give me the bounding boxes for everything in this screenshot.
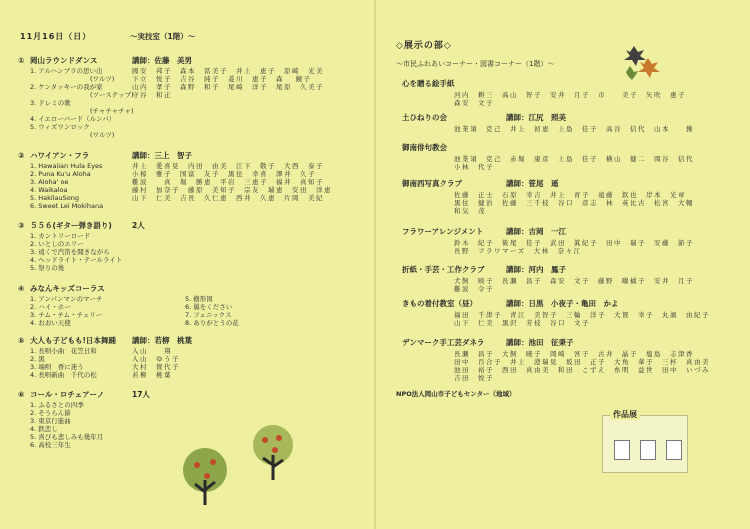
exhibit-member-row: 池業須 克己 井上 初恵 上島 佳子 高谷 信代 山本 操	[454, 125, 694, 133]
artwork-thumb-3	[666, 440, 682, 460]
program-teacher: 2人	[132, 221, 145, 230]
program-item: 2. ハイ・ホー	[30, 303, 71, 311]
program-item: 1. カントリーロード	[30, 232, 91, 240]
exhibit-teacher: 講師：日黒 小夜子・亀田 かよ	[506, 299, 619, 308]
program-title: ハワイアン・フラ	[30, 151, 90, 160]
exhibit-group-title: 折紙・手芸・工作クラブ	[402, 265, 485, 274]
exhibit-member-row: 長瀬 昌子 大飼 暁子 岡崎 宮子 古井 晶子 塩島 志津香	[454, 350, 694, 358]
program-teacher: 講師：若柳 桃葉	[132, 336, 192, 345]
exhibit-member-row: 佐藤 正士 石原 幸吉 井上 育子 遠藤 欽也 岸本 光章	[454, 191, 686, 199]
member-row: 入山 ゆう子	[132, 355, 180, 363]
exhibit-member-row: 和気 茂	[454, 207, 486, 215]
program-item: 5. 樹形図	[185, 295, 213, 303]
program-item: 2. いとしのエリー	[30, 240, 84, 248]
program-item: 4. 鉄恋し	[30, 425, 58, 433]
program-item: 2. 黒	[30, 355, 45, 363]
exhibit-group-title: フラワーアレンジメント	[402, 227, 484, 236]
program-title: 大人も子どもも!日本舞踊	[30, 336, 116, 345]
exhibit-member-row: 山下 仁美 黒沢 芳枝 谷口 文子	[454, 319, 590, 327]
left-page	[0, 0, 374, 529]
exhibit-member-row: 田中 百合子 井上 澄瑞見 坂田 正子 大角 華子 三杯 真由美	[454, 358, 710, 366]
program-item: 2. そうらん節	[30, 409, 71, 417]
exhibit-member-row: 鈴木 紀子 筱尾 佳子 武田 眞紀子 田中 瑞子 安藤 節子	[454, 239, 694, 247]
program-title: みなんキッズコーラス	[30, 284, 105, 293]
exhibit-member-row: 森安 文子	[454, 99, 494, 107]
exhibit-title: ◇展示の部◇	[396, 41, 452, 51]
program-item: 4. ヘッドライト・テールライト	[30, 256, 123, 264]
program-item: 1. ふるさとの四季	[30, 401, 84, 409]
autumn-leaves-icon	[620, 44, 662, 82]
program-item: 1. 長唄小曲 花笠日和	[30, 347, 97, 355]
program-number: ⑥	[18, 390, 25, 399]
program-number: ①	[18, 56, 25, 65]
program-item: 3. チム・チム・チェリー	[30, 311, 103, 319]
program-teacher: 17人	[132, 390, 150, 399]
program-item: 6. Sweet Lei Mokihana	[30, 202, 104, 210]
member-row: 難波 真 堀 勝恵 平岩 三恵子 福井 真知子	[132, 178, 324, 186]
exhibit-member-row: 小林 代子	[454, 163, 494, 171]
exhibit-member-row: 難波 令子	[454, 285, 494, 293]
member-row: 山下 仁美 吉長 久仁恵 西井 久恵 片岡 美紀	[132, 194, 324, 202]
room-label: ～実技室（1階）～	[130, 32, 196, 41]
program-teacher: 講師：三上 智子	[132, 151, 192, 160]
program-item: 5. 祭りの後	[30, 264, 65, 272]
exhibit-teacher: 講師：江尻 照美	[506, 113, 566, 122]
program-item: 5. HakilauSong	[30, 194, 79, 202]
program-teacher: 講師：佐藤 美男	[132, 56, 192, 65]
program-title: 岡山ラウンドダンス	[30, 56, 98, 65]
exhibit-group-title: 心を贈る絵手紙	[402, 79, 455, 88]
exhibit-subtitle: ～市民ふれあいコーナー・図書コーナー（1階）～	[396, 60, 555, 68]
member-row: 山内 孝子 森野 和子 尾崎 洋子 尾原 久美子	[132, 83, 324, 91]
exhibit-group-title: 御南西写真クラブ	[402, 179, 462, 188]
program-number: ⑤	[18, 336, 25, 345]
exhibit-member-row: 河内 耕三 高山 智子 安井 月子 市 美子 矢吹 惠子	[454, 91, 686, 99]
member-row: 守谷 和正	[132, 91, 172, 99]
tree-illustration	[175, 420, 305, 510]
program-item: 3. Aloha' oe	[30, 178, 69, 186]
exhibit-teacher: 講師：池田 征秉子	[506, 338, 574, 347]
member-row: 大村 賀代子	[132, 363, 180, 371]
program-title: ５５６(ギター弾き語り)	[30, 221, 112, 230]
program-item: 3. 端唄 香に迷う	[30, 363, 84, 371]
member-row: 井上 愛喜見 内田 由美 江下 敬子 大西 泰子	[132, 162, 324, 170]
program-item: 4. Waikaloa	[30, 186, 68, 194]
member-row: 小椋 雅子 国富 友子 黒住 幸喜 澤井 久子	[132, 170, 316, 178]
program-item: 4. イエローバード（ルンバ）	[30, 115, 116, 123]
program-number: ③	[18, 221, 25, 230]
tree-left-icon	[183, 448, 227, 505]
program-item: 3. 遠くで汽笛を聞きながら	[30, 248, 110, 256]
program-item: (チャチャチャ)	[90, 107, 134, 115]
exhibit-teacher: 講師：吉岡 一江	[506, 227, 566, 236]
exhibit-member-row: 黒住 健治 佐藤 三千枝 谷口 彦志 林 英比古 松宮 大輔	[454, 199, 694, 207]
program-item: (ツーステップ)	[90, 91, 134, 99]
exhibit-member-row: 池田 裕子 西田 真由美 和田 こずえ 糸明 益世 田中 いづみ	[454, 366, 710, 374]
works-label: 作品展	[610, 409, 640, 420]
program-number: ④	[18, 284, 25, 293]
event-date: 11月16日（日）	[20, 32, 92, 41]
exhibit-member-row: 犬飼 映子 長瀬 昌子 森安 文子 藤野 曜橘子 安井 月子	[454, 277, 694, 285]
program-item: 1. Hawaiian Hula Eyes	[30, 162, 103, 170]
program-item: 3. 東京行進曲	[30, 417, 71, 425]
tree-right-icon	[253, 425, 293, 480]
exhibit-member-row: 吉田 悦子	[454, 374, 494, 382]
exhibit-group-title: 土ひねりの会	[402, 113, 447, 122]
program-title: コール・ロチェアーノ	[30, 390, 105, 399]
member-row: 入山 翔	[132, 347, 172, 355]
program-item: 3. ドレミの歌	[30, 99, 71, 107]
exhibit-member-row: 長野 フラワマーズ 大林 奈々江	[454, 247, 582, 255]
program-item: 8. ありがとうの花	[185, 319, 239, 327]
program-item: 5. ウィズワンロック	[30, 123, 90, 131]
exhibit-teacher: 講師：笹尾 遥	[506, 179, 559, 188]
program-item: 4. 長唄新曲 千代の松	[30, 371, 97, 379]
program-item: 1. アンパンマンのマーチ	[30, 295, 103, 303]
program-item: 4. おおい天使	[30, 319, 71, 327]
program-item: 1. アルハンブラの思い出	[30, 67, 103, 75]
program-item: 6. 翼をください	[185, 303, 233, 311]
exhibit-group-title: きもの着付教室（昼）	[402, 299, 477, 308]
member-row: 若柳 桃葉	[132, 371, 172, 379]
exhibit-member-row: 池業須 克己 赤堀 康彦 上島 佳子 横山 健二 岡谷 信代	[454, 155, 694, 163]
exhibit-teacher: 講師：河内 鳳子	[506, 265, 566, 274]
program-item: 2. ケンタッキーの我が家	[30, 83, 103, 91]
program-item: (ワルツ)	[90, 131, 115, 139]
member-row: 國安 邦子 森本 冨美子 井上 恵子 原崎 光美	[132, 67, 324, 75]
artwork-thumb-2	[640, 440, 656, 460]
exhibit-group-title: デンマーク手工芸ダネラ	[402, 338, 485, 347]
program-item: 7. フェニックス	[185, 311, 232, 319]
exhibit-member-row: 福田 千津子 青江 美智子 三輪 洋子 大賀 幸子 丸濱 由紀子	[454, 311, 710, 319]
program-number: ②	[18, 151, 25, 160]
program-item: 6. 高校三年生	[30, 441, 71, 449]
artwork-thumb-1	[614, 440, 630, 460]
exhibit-group-title: 御南俳句教会	[402, 143, 447, 152]
program-item: 2. Puna Ku'u Aloha	[30, 170, 91, 178]
program-item: 5. 喜びも悲しみも幾年月	[30, 433, 104, 441]
program-item: (ワルツ)	[90, 75, 115, 83]
right-page	[376, 0, 750, 529]
member-row: 下立 悦子 吉谷 純子 菱川 恵子 森 鏡子	[132, 75, 312, 83]
member-row: 藤村 加奈子 藤原 美知子 宗友 瑞恵 安田 洋恵	[132, 186, 332, 194]
organization-footer: NPO法人岡山市子どもセンター（地域）	[396, 390, 516, 398]
